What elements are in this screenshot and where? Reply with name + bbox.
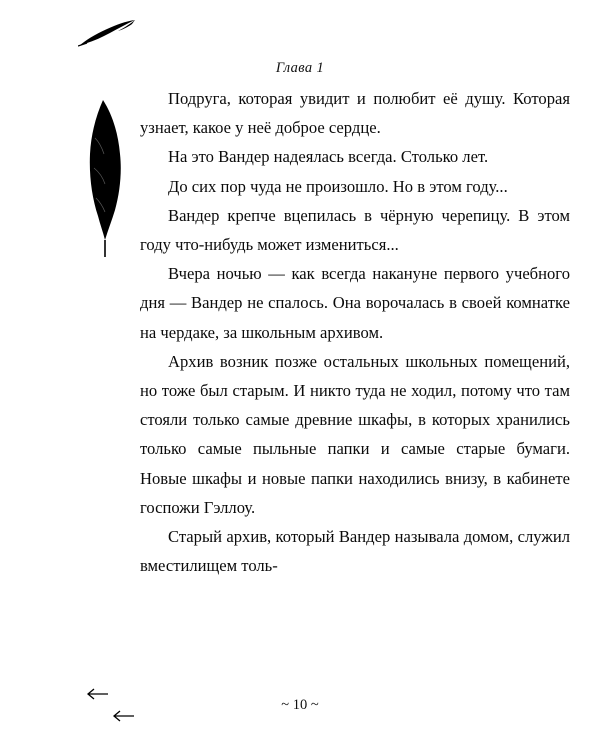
- paragraph: На это Вандер надеялась всегда. Столько лет.: [168, 147, 489, 167]
- paragraph: До сих пор чуда не произошло. Но в этом году...: [168, 176, 508, 196]
- paragraph: Вчера ночью — как всегда накануне первого учебного дня — Вандер не спалось. Она ворочалась в своей комнатке на чердаке, за школьным архивом.: [140, 264, 570, 342]
- paragraph: Старый архив, который Вандер называла домом, служил вместилищем толь-: [140, 527, 570, 576]
- feather-icon: [82, 98, 126, 258]
- page-body: [140, 84, 570, 580]
- page-number: ~ 10 ~: [281, 697, 319, 713]
- chapter-title: [0, 60, 600, 77]
- paragraph: Подруга, которая увидит и полюбит её душу. Которая узнает, какое у неё доброе сердце.: [140, 89, 570, 138]
- paragraph: Вандер крепче вцепилась в чёрную черепицу. В этом году что-нибудь может измениться...: [140, 205, 570, 255]
- chapter-title-text: Глава 1: [266, 60, 334, 76]
- paragraph: Архив возник позже остальных школьных помещений, но тоже был старым. И никто туда не ходил, потому что там стояли только самые древние шкафы, в которых хранились только самые пыльные папки и самые старые бумаги. Новые шкафы и новые папки находились внизу, в кабинете госпожи Гэллоу.: [140, 351, 570, 517]
- page-header: [0, 28, 600, 76]
